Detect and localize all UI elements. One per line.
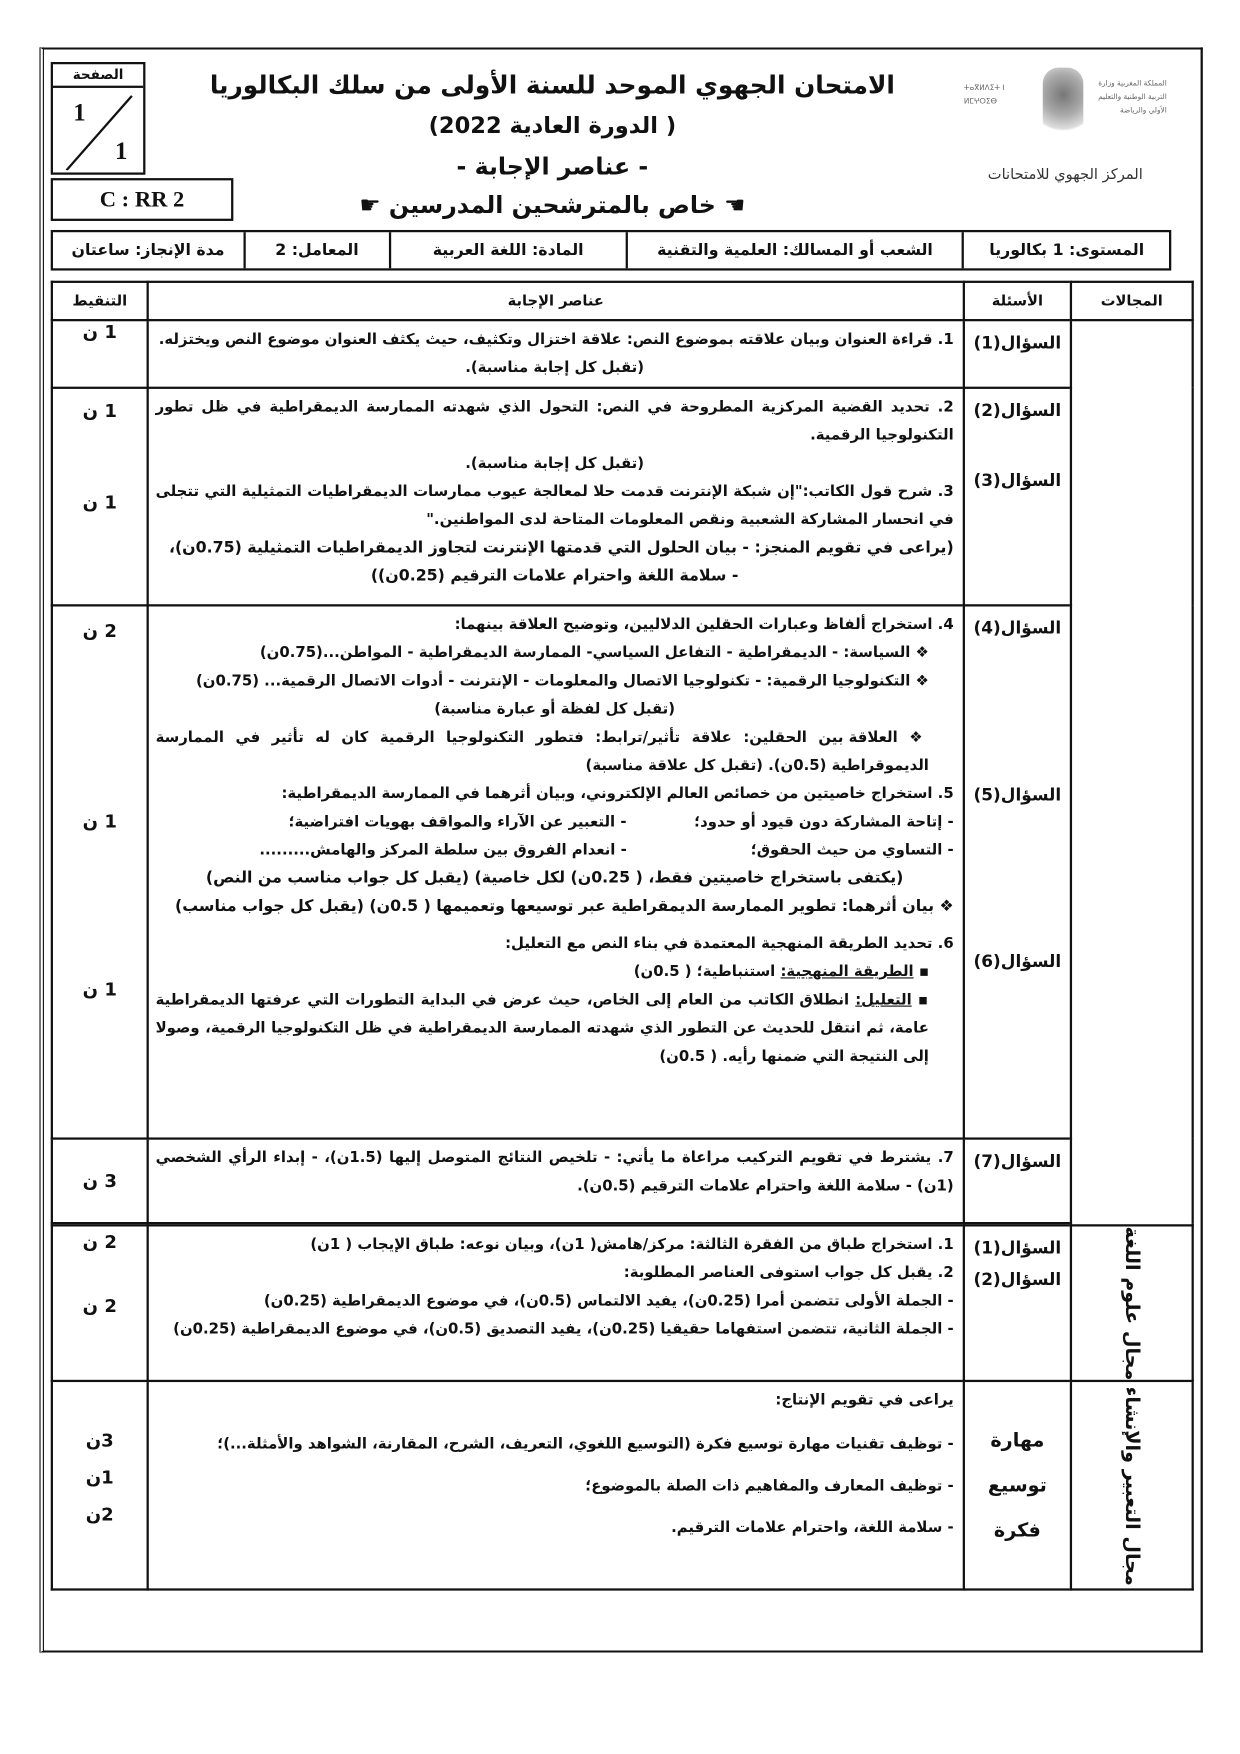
coefficient: المعامل: 2 [243, 232, 388, 268]
criterion: - توظيف تقنيات مهارة توسيع فكرة (التوسيع اللغوي، التعريف، الشرح، المقارنة، الشواهد والأمثلة...)؛ [217, 1436, 954, 1454]
points-value: 1 ن [82, 810, 117, 832]
header-points: التنقيط [52, 282, 148, 320]
skill-word: توسيع [987, 1474, 1047, 1498]
points [52, 605, 148, 1138]
answer-bullet: ▪ الطريقة المنهجية: استنباطية؛ ( 0.5ن) [633, 963, 929, 981]
header-questions: الأسئلة [964, 282, 1071, 320]
audience-label: ☚ خاص بالمترشحين المدرسين ☛ [359, 191, 746, 219]
skill-label [964, 1381, 1071, 1590]
page-label: الصفحة [53, 67, 143, 88]
bullet-text: السياسة: - الديمقراطية - التفاعل السياسي- الممارسة الديمقراطية - المواطن...(0.75ن) [259, 644, 911, 662]
header-domains: المجالات [1071, 282, 1193, 320]
exam-subtitle: - عناصر الإجابة - [456, 153, 649, 181]
bullet-text: العلاقة بين الحقلين: علاقة تأثير/ترابط: فتطور التكنولوجيا الرقمية كان له تأثير في الممارسة الديموقراطية (0.5ن). (تقبل كل علاقة مناسبة) [155, 729, 929, 775]
domain-expression: مجال التعبير والإنشاء [1071, 1381, 1193, 1590]
points-value: 1 ن [82, 978, 117, 1000]
table-row [52, 1225, 1193, 1381]
answer-text: - الجملة الأولى تتضمن أمرا (0.25ن)، يفيد الالتماس (0.5ن)، في موضوع الديمقراطية (0.25ن) [263, 1293, 954, 1310]
answer-bullet: ▪ التعليل: انطلاق الكاتب من العام إلى الخاص، حيث عرض في البداية التطورات التي عرفتها الديمقراطية عامة، ثم انتقل للحديث عن التطور الذي شهدته الممارسة الديمقراطية في ظل التكنولوجيا الرقمية، وصولا إلى النتيجة التي ضمنها رأيه. ( 0.5ن) [155, 992, 929, 1066]
answer-q4-q6 [148, 605, 964, 1138]
table-row [52, 320, 1193, 388]
answer-bullet: ❖ السياسة: - الديمقراطية - التفاعل السياسي- الممارسة الديمقراطية - المواطن...(0.75ن) [259, 644, 929, 662]
bullet-text: استنباطية؛ ( 0.5ن) [633, 963, 776, 981]
table-row [52, 605, 1193, 1138]
question-label: السؤال(6) [973, 951, 1062, 972]
criterion: - توظيف المعارف والمفاهيم ذات الصلة بالموضوع؛ [585, 1478, 954, 1496]
page-number-box [51, 62, 146, 175]
answer-q1 [148, 320, 964, 388]
points: 1 ن [52, 320, 148, 388]
answer-text: 5. استخراج خاصيتين من خصائص العالم الإلكتروني، وبيان أثرهما في الممارسة الديمقراطية: [281, 785, 954, 803]
item: - التساوي من حيث الحقوق؛ [750, 842, 954, 860]
points-value: 2 ن [82, 620, 117, 642]
answer-text: 2. تحديد القضية المركزية المطروحة في النص: التحول الذي شهدته الممارسة الديمقراطية في ظل تطور التكنولوجيا الرقمية. [155, 399, 954, 445]
answer-text: 2. يقبل كل جواب استوفى العناصر المطلوبة: [623, 1264, 954, 1282]
page-total: 1 [114, 136, 128, 165]
points-value: 3ن [85, 1429, 114, 1452]
duration: مدة الإنجاز: ساعتان [71, 241, 225, 260]
question-label: السؤال(3) [973, 470, 1062, 491]
logo-text: المملكة المغربية وزارة التربية الوطنية والتعليم الأولي والرياضة [1098, 78, 1167, 115]
page-current: 1 [73, 98, 86, 127]
skill-word: مهارة [990, 1429, 1045, 1452]
answer-text: 6. تحديد الطريقة المنهجية المعتمدة في بناء النص مع التعليل: [505, 935, 954, 953]
answer-q7: 7. يشترط في تقويم التركيب مراعاة ما يأتي: - تلخيص النتائج المتوصل إليها (1.5ن)، - إبداء الرأي الشخصي (1ن) - سلامة اللغة واحترام علامات الترقيم (0.5ن). [148, 1139, 964, 1224]
diagonal-divider [53, 91, 143, 170]
answer-note: (تقبل كل لفظة أو عبارة مناسبة) [434, 701, 676, 719]
points [52, 1225, 148, 1381]
bullet-text: التكنولوجيا الرقمية: - تكنولوجيا الاتصال والمعلومات - الإنترنت - أدوات الاتصال الرقمية... (0.75ن) [196, 672, 911, 690]
question-label: السؤال(1) [973, 1237, 1062, 1259]
answer-bullet: ❖ العلاقة بين الحقلين: علاقة تأثير/ترابط: فتطور التكنولوجيا الرقمية كان له تأثير في الممارسة الديموقراطية (0.5ن). (تقبل كل علاقة مناسبة) [155, 729, 929, 775]
answer-note: (تقبل كل إجابة مناسبة). [465, 455, 645, 473]
table-row [52, 1139, 1193, 1224]
exam-title: الامتحان الجهوي الموحد للسنة الأولى من سلك البكالوريا [209, 72, 895, 101]
answer-note: (تقبل كل إجابة مناسبة). [465, 359, 645, 377]
answer-text: يراعى في تقويم الإنتاج: [775, 1392, 954, 1410]
exam-info-row [51, 230, 1172, 271]
regional-center: المركز الجهوي للامتحانات [987, 166, 1143, 184]
question-label: السؤال(5) [973, 784, 1062, 805]
streams: الشعب أو المسالك: العلمية والتقنية [626, 232, 963, 268]
criterion: - سلامة اللغة، واحترام علامات الترقيم. [671, 1520, 954, 1538]
answer-bullet: ❖ التكنولوجيا الرقمية: - تكنولوجيا الاتصال والمعلومات - الإنترنت - أدوات الاتصال الرقمية... (0.75ن) [196, 672, 929, 690]
question-labels [964, 1225, 1071, 1381]
points [52, 1381, 148, 1590]
subject: المادة: اللغة العربية [388, 232, 625, 268]
exam-code: C : RR 2 [51, 178, 234, 221]
header-answers: عناصر الإجابة [148, 282, 964, 320]
question-label: السؤال(4) [973, 617, 1062, 639]
answer-expression [148, 1381, 964, 1590]
domain-language: مجال علوم اللغة [1071, 1225, 1193, 1381]
bullet-label: التعليل: [855, 992, 912, 1009]
answer-q2-q3 [148, 388, 964, 606]
logo-tifinagh-text: ⵜⴰⴳⵍⴷⵉⵜ ⵏ ⵍⵎⵖⵔⵉⴱ [963, 83, 1005, 106]
ministry-logo [964, 65, 1167, 189]
points-value: 2 ن [82, 1295, 117, 1317]
table-row [52, 388, 1193, 606]
answer-note: ❖ بيان أثرهما: تطوير الممارسة الديمقراطية عبر توسيعها وتعميمها ( 0.5ن) (يقبل كل جواب مناسب) [175, 897, 954, 916]
question-labels [964, 605, 1071, 1138]
domain-cell-comprehension [1071, 320, 1193, 1225]
points-value: 2 ن [82, 1231, 117, 1253]
answer-text: 4. استخراج ألفاظ وعبارات الحقلين الدلاليين، وتوضيح العلاقة بينهما: [454, 616, 954, 634]
table-row [52, 1381, 1193, 1590]
table-header [52, 282, 1193, 320]
level: المستوى: 1 بكالوريا [962, 232, 1169, 268]
points-value: 1 ن [82, 491, 117, 513]
question-label: السؤال(2) [973, 400, 1062, 421]
points-value: 1ن [85, 1467, 114, 1489]
points: 3 ن [52, 1139, 148, 1224]
answer-note: (يراعى في تقويم المنجز: - بيان الحلول التي قدمتها الإنترنت لتجاوز الديمقراطيات التمثيلية (0.75ن)، [168, 538, 954, 557]
answer-text: 1. قراءة العنوان وبيان علاقته بموضوع النص: علاقة اختزال وتكثيف، حيث يكثف العنوان موضوع النص ويختزله. [158, 331, 954, 349]
exam-session: ( الدورة العادية 2022) [428, 111, 677, 139]
answer-text: 3. شرح قول الكاتب:"إن شبكة الإنترنت قدمت حلا لمعالجة عيوب ممارسات الديمقراطيات التمثيلية التي تتجلى في انحسار المشاركة الشعبية ونقص المعلومات المتاحة لدى المواطنين." [155, 483, 954, 529]
question-label: السؤال(1) [964, 320, 1071, 388]
answer-text: 1. استخراج طباق من الفقرة الثالثة: مركز/هامش( 1ن)، وبيان نوعه: طباق الإيجاب ( 1ن) [310, 1236, 954, 1254]
item: - انعدام الفروق بين سلطة المركز والهامش......... [259, 842, 627, 860]
answer-table [51, 281, 1194, 1591]
item: - التعبير عن الآراء والمواقف بهويات افتراضية؛ [288, 813, 627, 831]
question-label: السؤال(2) [973, 1269, 1062, 1290]
audience-text: خاص بالمترشحين المدرسين [388, 191, 716, 219]
answer-note: (يكتفى باستخراج خاصيتين فقط، ( 0.25ن) لكل خاصية) (يقبل كل جواب مناسب من النص) [205, 869, 904, 888]
bullet-label: الطريقة المنهجية: [780, 963, 914, 981]
emblem-icon [1043, 68, 1084, 136]
points-value: 1 ن [82, 400, 117, 422]
points-value: 2ن [85, 1504, 114, 1526]
question-labels [964, 388, 1071, 606]
answer-note: - سلامة اللغة واحترام علامات الترقيم (0.25ن)) [370, 567, 739, 586]
question-label: السؤال(7) [964, 1139, 1071, 1224]
answer-language [148, 1225, 964, 1381]
bullet-text: انطلاق الكاتب من العام إلى الخاص، حيث عرض في البداية التطورات التي عرفتها الديمقراطية عامة، ثم انتقل للحديث عن التطور الذي شهدته الممارسة الديمقراطية في ظل التكنولوجيا الرقمية، وصولا إلى النتيجة التي ضمنها رأيه. ( 0.5ن) [155, 992, 929, 1066]
skill-word: فكرة [993, 1519, 1041, 1543]
item: - إتاحة المشاركة دون قيود أو حدود؛ [694, 813, 954, 831]
points [52, 388, 148, 606]
answer-text: - الجملة الثانية، تتضمن استفهاما حقيقيا (0.25ن)، يفيد التصديق (0.5ن)، في موضوع الديمقراطية (0.25ن) [173, 1321, 954, 1339]
